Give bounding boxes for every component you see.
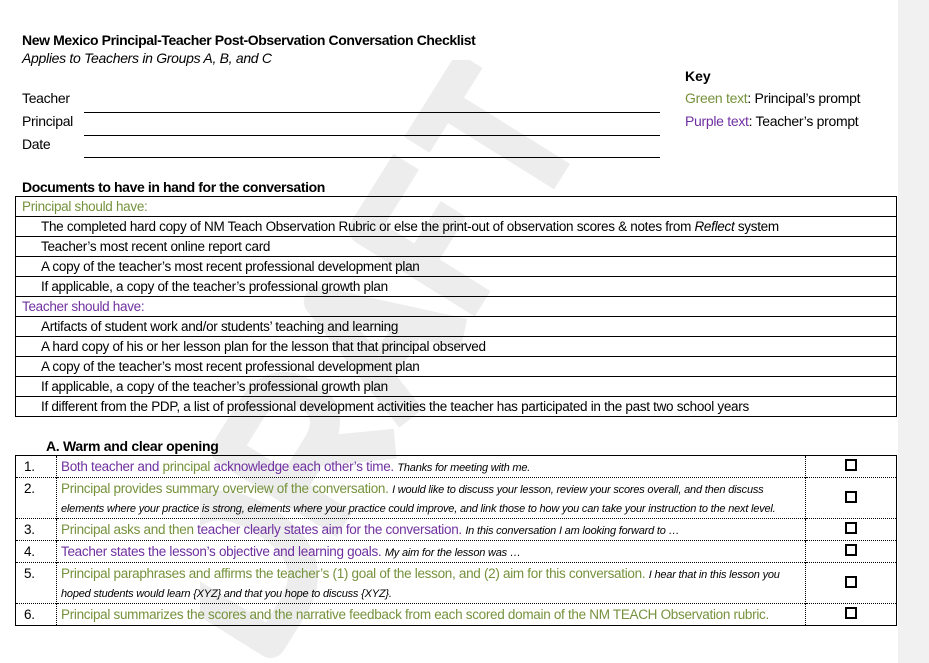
principal-should-have-header: Principal should have: — [16, 197, 897, 217]
checklist-row — [16, 541, 897, 563]
item-text — [57, 519, 806, 541]
checkbox[interactable] — [845, 522, 857, 534]
item-number: 5. — [16, 563, 57, 604]
reflect-system-name: Reflect — [694, 219, 735, 234]
teacher-prompt: Both teacher and — [61, 459, 163, 474]
item-number: 4. — [16, 541, 57, 563]
section-a-heading: A. Warm and clear opening — [46, 438, 219, 454]
principal-prompt: Principal summarizes the scores and the narrative feedback from each scored domain of the NM TEACH Observation rubric. — [61, 607, 769, 622]
item-number: 6. — [16, 604, 57, 626]
key-purple — [685, 113, 858, 129]
item-text — [57, 563, 806, 604]
checklist-row — [16, 604, 897, 626]
example-phrase: I hear that in this lesson you hoped students would learn {XYZ} and that you hope to discuss {XYZ}. — [61, 569, 780, 600]
key-heading: Key — [685, 68, 711, 84]
document-item: Artifacts of student work and/or students’ teaching and learning — [16, 317, 897, 337]
checkbox-cell — [806, 456, 897, 478]
teacher-field[interactable] — [84, 112, 660, 113]
checklist-row — [16, 456, 897, 478]
key-purple-desc: : Teacher’s prompt — [748, 113, 859, 129]
teacher-prompt: acknowledge each other’s time. — [210, 459, 394, 474]
checklist-row — [16, 478, 897, 519]
documents-heading: Documents to have in hand for the conversation — [22, 179, 325, 195]
document-item: A copy of the teacher’s most recent professional development plan — [16, 357, 897, 377]
item-text — [57, 478, 806, 519]
checklist-row — [16, 519, 897, 541]
checklist-row — [16, 563, 897, 604]
checkbox-cell — [806, 478, 897, 519]
key-green-desc: : Principal’s prompt — [747, 90, 861, 106]
item-number: 1. — [16, 456, 57, 478]
page-subtitle: Applies to Teachers in Groups A, B, and C — [22, 50, 272, 66]
item-text — [57, 541, 806, 563]
document-body — [15, 178, 897, 626]
checkbox[interactable] — [845, 576, 857, 588]
teacher-should-have-header: Teacher should have: — [16, 297, 897, 317]
page-title: New Mexico Principal-Teacher Post-Observation Conversation Checklist — [22, 32, 476, 48]
principal-field[interactable] — [84, 135, 660, 136]
checkbox-cell — [806, 563, 897, 604]
example-phrase: In this conversation I am looking forward to … — [465, 525, 680, 537]
checkbox[interactable] — [845, 607, 857, 619]
checklist-table — [15, 455, 897, 626]
checkbox[interactable] — [845, 491, 857, 503]
teacher-label: Teacher — [22, 90, 70, 106]
document-item — [16, 217, 897, 237]
teacher-prompt: teacher clearly states aim for the conversation. — [197, 522, 462, 537]
checkbox-cell — [806, 541, 897, 563]
principal-prompt: Principal provides summary overview of the conversation. — [61, 481, 389, 496]
item-number: 2. — [16, 478, 57, 519]
document-item: A hard copy of his or her lesson plan for the lesson that that principal observed — [16, 337, 897, 357]
checkbox-cell — [806, 519, 897, 541]
principal-label: Principal — [22, 113, 73, 129]
document-item: If applicable, a copy of the teacher’s professional growth plan — [16, 377, 897, 397]
key-green-label: Green text — [685, 90, 748, 106]
item-number: 3. — [16, 519, 57, 541]
principal-prompt: Principal asks and then — [61, 522, 198, 537]
checkbox-cell — [806, 604, 897, 626]
example-phrase: My aim for the lesson was … — [384, 547, 521, 559]
checkbox[interactable] — [845, 459, 857, 471]
document-item-text: The completed hard copy of NM Teach Observation Rubric or else the print-out of observation scores & notes from — [41, 219, 695, 234]
scrollbar-area[interactable] — [898, 0, 929, 663]
example-phrase: Thanks for meeting with me. — [397, 462, 531, 474]
document-item: If different from the PDP, a list of professional development activities the teacher has participated in the past two school years — [16, 397, 897, 417]
date-label: Date — [22, 136, 51, 152]
documents-table — [15, 196, 897, 417]
document-item: A copy of the teacher’s most recent professional development plan — [16, 257, 897, 277]
key-green — [685, 90, 860, 106]
principal-prompt: Principal paraphrases and affirms the teacher’s (1) goal of the lesson, and (2) aim for this conversation. — [61, 566, 646, 581]
item-text — [57, 456, 806, 478]
example-phrase: I would like to discuss your lesson, review your scores overall, and then discuss elements where your practice is strong, elements where your practice could improve, and link those to how you can take your instruction to the next level. — [61, 484, 776, 515]
document-item-text: system — [734, 219, 779, 234]
item-text — [57, 604, 806, 626]
document-item: Teacher’s most recent online report card — [16, 237, 897, 257]
principal-prompt: principal — [162, 459, 211, 474]
document-item: If applicable, a copy of the teacher’s professional growth plan — [16, 277, 897, 297]
date-field[interactable] — [84, 157, 660, 158]
teacher-prompt: Teacher states the lesson’s objective and learning goals. — [61, 544, 382, 559]
key-purple-label: Purple text — [685, 113, 749, 129]
checkbox[interactable] — [845, 544, 857, 556]
